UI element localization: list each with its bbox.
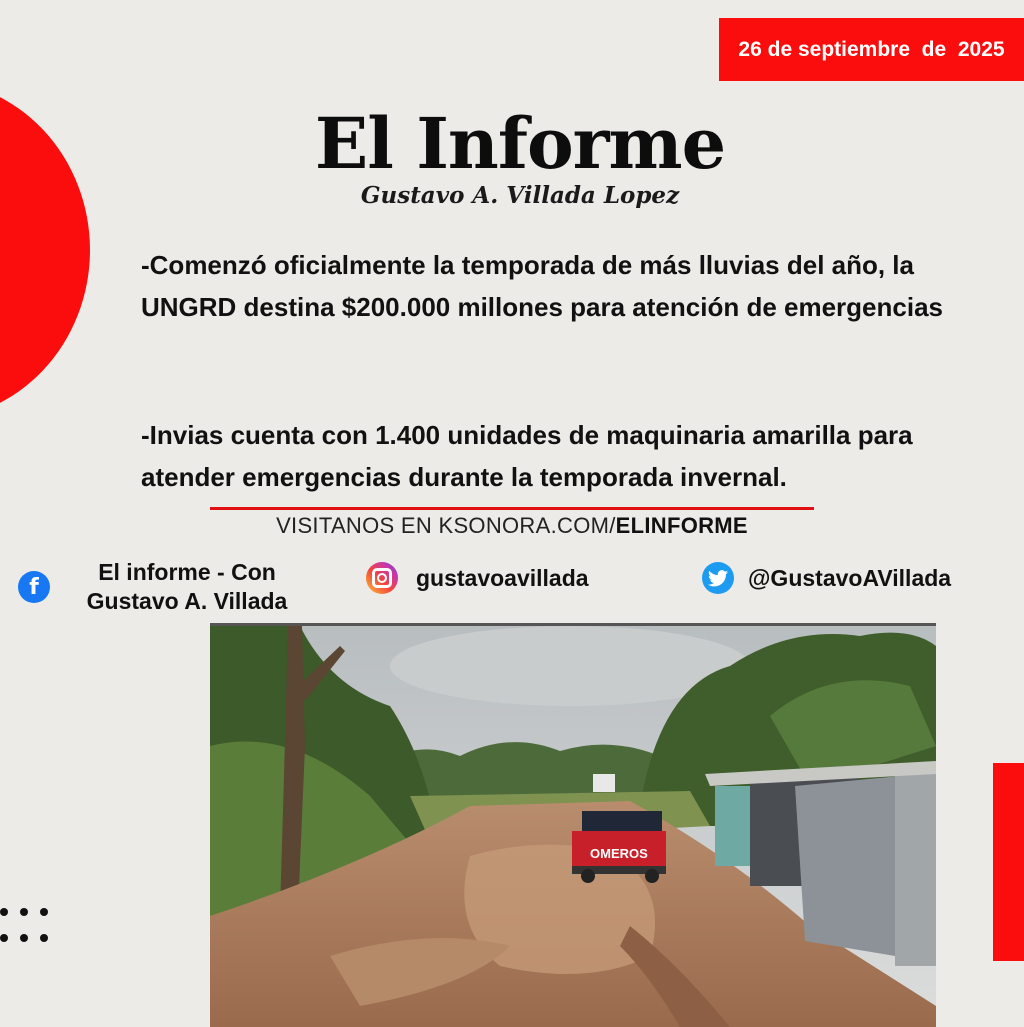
news-photo bbox=[210, 623, 936, 1027]
facebook-handle: El informe - Con Gustavo A. Villada bbox=[86, 559, 288, 614]
twitter-handle: @GustavoAVillada bbox=[748, 564, 952, 591]
instagram-handle: gustavoavillada bbox=[416, 564, 589, 591]
dot bbox=[20, 934, 28, 942]
brand-title-text: El Informe bbox=[314, 102, 726, 185]
dot bbox=[40, 908, 48, 916]
twitter-bird-icon bbox=[702, 562, 734, 594]
twitter-link[interactable] bbox=[702, 562, 951, 594]
decorative-dots bbox=[0, 908, 60, 948]
dot bbox=[40, 934, 48, 942]
dot bbox=[0, 908, 8, 916]
brand-author: Gustavo A. Villada Lopez bbox=[360, 182, 680, 209]
truck-text: OMEROS bbox=[590, 846, 648, 861]
headline-1: -Comenzó oficialmente la temporada de más lluvias del año, la UNGRD destina $200.000 millones para atención de emergencias bbox=[141, 250, 943, 322]
visit-prefix: VISITANOS EN KSONORA.COM/ bbox=[276, 513, 616, 538]
date-badge bbox=[719, 18, 1024, 81]
facebook-icon: f bbox=[18, 571, 50, 603]
instagram-icon bbox=[366, 562, 398, 594]
headline-2: -Invias cuenta con 1.400 unidades de maquinaria amarilla para atender emergencias durante la temporada invernal. bbox=[141, 420, 913, 492]
date-text: 26 de septiembre de 2025 bbox=[738, 37, 1005, 61]
instagram-link[interactable] bbox=[366, 562, 589, 594]
decorative-red-bar bbox=[993, 763, 1024, 961]
divider-line bbox=[210, 507, 814, 510]
brand-title bbox=[0, 102, 1024, 185]
visit-bold: ELINFORME bbox=[615, 513, 748, 538]
dot bbox=[20, 908, 28, 916]
visit-link[interactable] bbox=[0, 513, 1024, 539]
dot bbox=[0, 934, 8, 942]
facebook-link[interactable] bbox=[18, 558, 312, 616]
